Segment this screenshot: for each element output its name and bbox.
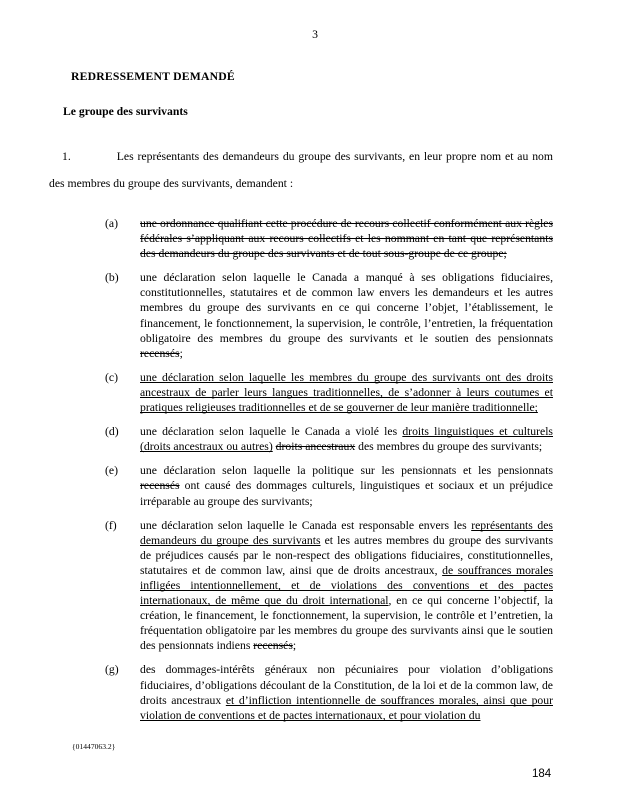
paragraph-number: 1. (62, 150, 71, 163)
text-segment: ont causé des dommages culturels, linguistiques et sociaux et un préjudice irréparable au groupe des survivants; (140, 479, 553, 508)
list-item-label: (a) (105, 217, 118, 230)
text-segment-struck: recensés (253, 639, 293, 653)
text-segment-underlined: une déclaration selon laquelle les membres du groupe des survivants ont des droits ancestraux de parler leurs langues traditionnelles, de s’adonner à leurs coutumes et pratiques religieuses traditionnelles et de se gouverner de leur manière traditionnelle; (140, 370, 553, 415)
text-segment-struck: droits ancestraux (275, 440, 356, 454)
list-item-a (49, 216, 553, 261)
list-item-d (49, 424, 553, 454)
section-heading: REDRESSEMENT DEMANDÉ (71, 70, 235, 83)
text-segment: des dommages-intérêts généraux non pécuniaires pour violation d’obligations fiduciaires, d’obligations découlant de la Constitution, de la loi et de la common law, de droits ancestraux (140, 663, 553, 707)
text-segment: ; (179, 346, 183, 360)
text-segment: une déclaration selon laquelle le Canada a violé les (140, 425, 403, 439)
intro-paragraph (49, 143, 553, 197)
list-item-label: (e) (105, 464, 118, 478)
list-item-label: (b) (105, 271, 119, 285)
text-segment-struck: recensés (140, 346, 180, 360)
page-number-bottom: 184 (532, 768, 552, 780)
page-number-top: 3 (312, 28, 318, 41)
list-item-c (49, 370, 553, 415)
list-item-label: (c) (105, 370, 118, 384)
intro-paragraph-text: Les représentants des demandeurs du groupe des survivants, en leur propre nom et au nom des membres du groupe des survivants, demandent : (49, 150, 553, 190)
list-item-label: (d) (105, 425, 119, 439)
list-item-b (49, 270, 553, 361)
text-segment: ; (292, 639, 297, 653)
subsection-heading: Le groupe des survivants (63, 105, 188, 118)
list-item-e (49, 463, 553, 508)
list-item-f (49, 518, 553, 654)
document-id-stamp: {01447063.2} (72, 742, 116, 751)
text-segment-underlined: représentants des demandeurs du groupe des survivants (140, 518, 553, 547)
text-segment-underlined: droits linguistiques et culturels (droits ancestraux ou autres) (140, 425, 553, 454)
text-segment-underlined: de souffrances morales infligées intentionnellement, et de violations des conventions et des pactes internationaux, de même que du droit international (140, 563, 553, 608)
list-item-label: (f) (105, 518, 117, 532)
text-segment: une déclaration selon laquelle le Canada a manqué à ses obligations fiduciaires, constitutionnelles, statutaires et de common law envers les demandeurs et les autres membres du groupe des survivants en ce qui concerne l’objet, l’établissement, le financement, le fonctionnement, la supervision, le contrôle, l’entretien, la fréquentation obligatoire des membres du groupe des survivants et le soutien des pensionnats (140, 271, 553, 345)
text-segment: des membres du groupe des survivants; (355, 440, 543, 454)
text-segment: une déclaration selon laquelle le Canada est responsable envers les (140, 518, 472, 532)
text-segment: , en ce qui concerne l’objectif, la création, le financement, le fonctionnement, la supervision, le contrôle et l’entretien, la fréquentation obligatoire par les membres du groupe des survivants ainsi que le soutien des pensionnats indiens (140, 594, 553, 653)
text-segment-struck: une ordonnance qualifiant cette procédure de recours collectif conformément aux règles fédérales s’appliquant aux recours collectifs et les nommant en tant que représentants des demandeurs du groupe des survivants et de tout sous-groupe de ce groupe; (140, 217, 553, 261)
list-item-g (49, 662, 553, 722)
text-segment-underlined: et d’infliction intentionnelle de souffrances morales, ainsi que pour violation de conventions et de pactes internationaux, et pour violation du (140, 693, 553, 722)
relief-list (49, 216, 553, 723)
list-item-label: (g) (105, 663, 119, 677)
text-segment-struck: recensés (140, 479, 180, 493)
text-segment: et les autres membres du groupe des survivants de préjudices causés par le non-respect des obligations fiduciaires, constitutionnelles, statutaires et de common law, ainsi que de droits ancestraux, (140, 533, 553, 577)
text-segment: une déclaration selon laquelle la politique sur les pensionnats et les pensionnats (140, 464, 553, 478)
